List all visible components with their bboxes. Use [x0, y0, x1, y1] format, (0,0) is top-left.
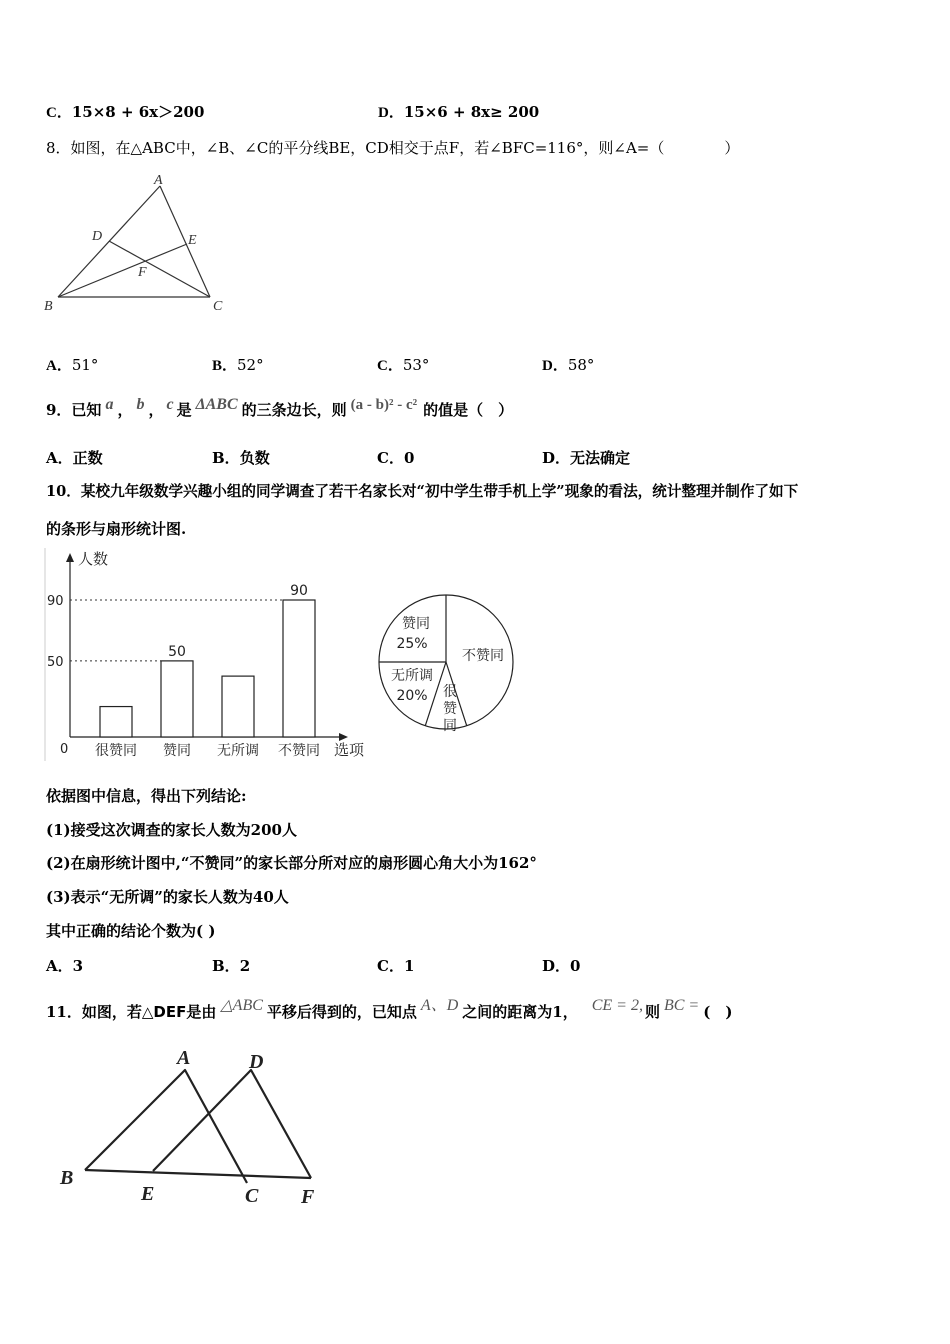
q9-option-c[interactable]	[377, 448, 414, 468]
pie-chart	[372, 590, 522, 740]
slice-label-very-agree-3: 同	[443, 718, 457, 734]
option-label: D．	[542, 449, 571, 467]
triangle-abc: ΔABC	[195, 396, 238, 413]
label-e: E	[141, 1183, 155, 1205]
y-tick-90: 90	[47, 594, 64, 609]
label-a: A	[177, 1047, 191, 1069]
baseline-bf	[85, 1170, 311, 1178]
q8-triangle-figure	[40, 170, 240, 320]
q9-comma: ，	[117, 401, 133, 419]
q11-suffix: ( )	[703, 1003, 733, 1021]
option-text: 1	[403, 957, 415, 975]
slice-label-agree: 赞同	[402, 616, 430, 632]
slice-label-disagree: 不赞同	[462, 648, 504, 664]
bar-disagree	[283, 600, 315, 737]
triangle-def: △DEF	[141, 1003, 187, 1021]
expression: (a - b)² - c²	[350, 397, 418, 413]
q11-mid2: 平移后得到的，已知点	[266, 1003, 417, 1021]
label-d: D	[249, 1051, 264, 1073]
q10-conclusion-2: (2)在扇形统计图中,“不赞同”的家长部分所对应的扇形圆心角大小为162°	[46, 854, 537, 872]
option-label: A．	[46, 957, 73, 975]
option-text: 负数	[239, 449, 270, 467]
option-text: 58°	[567, 356, 595, 374]
option-label: A．	[46, 358, 72, 374]
q8-option-c[interactable]	[377, 355, 429, 376]
side-ac	[160, 186, 210, 297]
q9-option-b[interactable]	[212, 448, 270, 468]
option-label: C．	[46, 105, 72, 121]
q9-is: 是	[176, 401, 192, 419]
slice-label-very-agree-1: 很	[443, 684, 457, 700]
y-axis-label: 人数	[78, 550, 109, 568]
q8-stem: 8．如图，在△ABC中，∠B、∠C的平分线BE，CD相交于点F，若∠BFC=116°，则∠A=（ ）	[46, 139, 740, 157]
q10-stem-line1: 10．某校九年级数学兴趣小组的同学调查了若干名家长对“初中学生带手机上学”现象的看法，统计整理并制作了如下	[46, 483, 799, 500]
x-axis-label: 选项	[334, 741, 365, 759]
q9-suffix: 的值是（ ）	[423, 401, 514, 419]
option-label: C．	[377, 957, 404, 975]
triangle-def-shape	[153, 1070, 311, 1178]
slice-percent-agree: 25%	[396, 636, 428, 652]
bar-agree	[161, 661, 193, 737]
option-text: 2	[239, 957, 251, 975]
bar-very-agree	[100, 707, 132, 737]
q11-translation-figure	[55, 1040, 335, 1215]
q11-mid4: 则	[644, 1003, 660, 1021]
q10-conclusion-3: (3)表示“无所调”的家长人数为40人	[46, 888, 289, 906]
value-label-agree: 50	[168, 643, 186, 660]
q10-option-a[interactable]	[46, 956, 83, 976]
option-text: 51°	[71, 356, 99, 374]
triangle-abc: △ABC	[220, 997, 263, 1014]
points-ad: A、D	[420, 997, 459, 1014]
option-label: B．	[212, 957, 240, 975]
label-b: B	[60, 1167, 74, 1189]
q11-stem	[46, 997, 733, 1023]
q8-option-d[interactable]	[542, 355, 594, 376]
var-a: a	[105, 396, 114, 413]
q9-comma: ，	[148, 401, 164, 419]
x-axis-arrow	[339, 733, 348, 741]
option-label: D．	[542, 358, 568, 374]
q8-option-b[interactable]	[212, 355, 264, 376]
label-e: E	[188, 233, 197, 248]
label-b: B	[44, 299, 53, 314]
option-label: A．	[46, 449, 73, 467]
q11-mid3: 之间的距离为1，	[462, 1003, 578, 1021]
var-c: c	[166, 396, 174, 413]
y-axis-arrow	[66, 553, 74, 562]
option-text: 3	[72, 957, 84, 975]
category-label: 很赞同	[95, 743, 137, 759]
label-a: A	[154, 173, 163, 188]
q9-prefix: 9．已知	[46, 401, 102, 419]
label-d: D	[92, 229, 103, 244]
bc-expression: BC =	[663, 997, 700, 1014]
option-text: 0	[570, 957, 581, 975]
option-label: C．	[377, 358, 403, 374]
var-b: b	[136, 396, 145, 413]
label-f: F	[301, 1186, 315, 1208]
y-tick-0: 0	[60, 742, 69, 757]
option-label: B．	[212, 449, 240, 467]
q10-option-d[interactable]	[542, 956, 580, 976]
q9-mid: 的三条边长，则	[241, 401, 347, 419]
bar-indifferent	[222, 676, 254, 737]
q11-mid1: 是由	[186, 1003, 217, 1021]
option-text: 52°	[237, 356, 264, 374]
label-c: C	[245, 1185, 259, 1207]
ce-value: CE = 2,	[591, 997, 643, 1014]
q10-option-c[interactable]	[377, 956, 414, 976]
option-label: D．	[378, 105, 404, 121]
option-text: 15×8 + 6x＞200	[71, 103, 205, 121]
q10-stem-line2: 的条形与扇形统计图.	[46, 520, 187, 538]
q9-stem	[46, 396, 514, 421]
option-text: 无法确定	[570, 449, 631, 467]
q9-option-d[interactable]	[542, 448, 630, 468]
q8-option-a[interactable]	[46, 355, 98, 376]
slice-label-very-agree-2: 赞	[443, 701, 457, 717]
y-tick-50: 50	[47, 654, 64, 670]
label-f: F	[138, 265, 147, 280]
option-label: D．	[542, 957, 571, 975]
label-c: C	[213, 299, 223, 314]
q9-option-a[interactable]	[46, 448, 103, 468]
triangle-abc-shape	[85, 1070, 247, 1183]
option-text: 0	[403, 449, 415, 467]
bar-chart	[40, 545, 380, 765]
q10-conclusion-1: (1)接受这次调查的家长人数为200人	[46, 821, 297, 839]
bisector-cd	[109, 241, 210, 297]
category-label: 赞同	[163, 743, 191, 759]
value-label-disagree: 90	[290, 583, 308, 599]
q7-option-d[interactable]	[378, 102, 539, 123]
q10-question: 其中正确的结论个数为( )	[46, 922, 216, 940]
option-label: C．	[377, 449, 404, 467]
option-label: B．	[212, 358, 238, 374]
slice-percent-indifferent: 20%	[396, 688, 428, 704]
option-text: 正数	[72, 449, 103, 467]
q10-conclusions-intro: 依据图中信息，得出下列结论:	[46, 787, 247, 805]
q11-prefix: 11．如图，若	[46, 1003, 142, 1021]
category-label: 无所调	[217, 743, 259, 759]
q7-option-c[interactable]	[46, 102, 204, 123]
slice-label-indifferent: 无所调	[391, 668, 433, 684]
bisector-be	[58, 244, 187, 297]
q10-option-b[interactable]	[212, 956, 250, 976]
option-text: 15×6 + 8x≥ 200	[403, 103, 540, 121]
category-label: 不赞同	[278, 743, 320, 759]
option-text: 53°	[402, 356, 430, 374]
